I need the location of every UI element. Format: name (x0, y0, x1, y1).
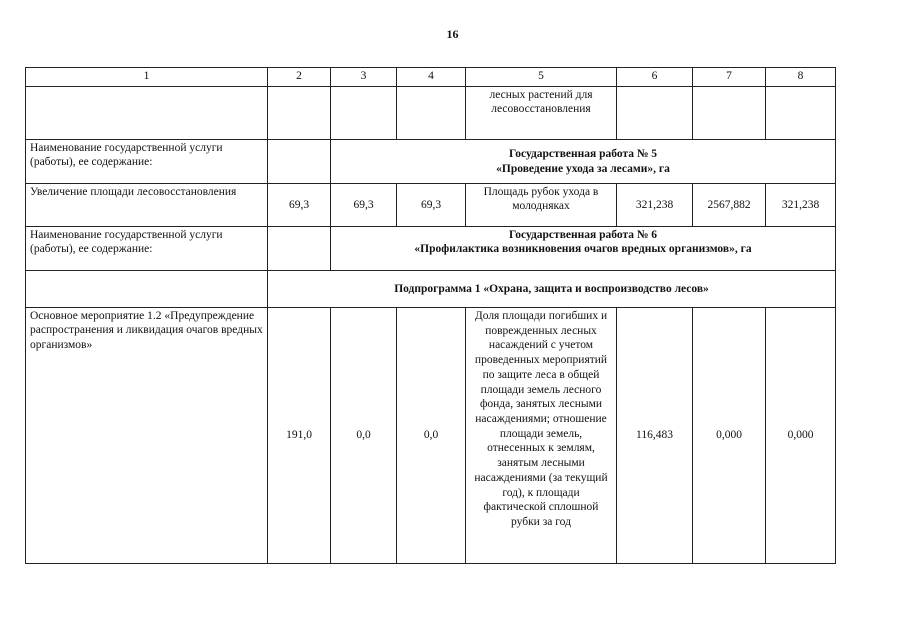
header-col-4: 4 (397, 68, 466, 87)
work-5-title-line1: Государственная работа № 5 (508, 148, 658, 161)
cell-empty (397, 87, 466, 140)
cell-empty (26, 271, 268, 308)
indicator-cell: Доля площади погибших и поврежденных лесных насаждений с учетом проведенных мероприятий по защите леса в общей площади земель лесного фонда, занятых лесными насаждениями; отношение площади земель, отнесенных к землям, занятым лесными насаждениями (за текущий год), к площади фактической сплошной рубки за год (466, 308, 617, 564)
increase-row (26, 184, 836, 227)
value-col-8: 0,000 (766, 308, 836, 564)
row-label: Основное мероприятие 1.2 «Предупреждение распространения и ликвидация очагов вредных организмов» (26, 308, 268, 564)
value-col-6: 116,483 (617, 308, 693, 564)
header-col-8: 8 (766, 68, 836, 87)
cell-empty (268, 140, 331, 184)
work-6-row (26, 227, 836, 271)
header-col-5: 5 (466, 68, 617, 87)
work-6-title (331, 227, 836, 271)
cell-empty (268, 87, 331, 140)
header-row (26, 68, 836, 87)
value-col-2: 191,0 (268, 308, 331, 564)
measure-row (26, 308, 836, 564)
header-col-2: 2 (268, 68, 331, 87)
work-6-title-line2: «Профилактика возникновения очагов вредных организмов», га (414, 243, 752, 256)
subprogram-row (26, 271, 836, 308)
page-number: 16 (446, 27, 459, 41)
value-col-7: 2567,882 (693, 184, 766, 227)
budget-table (25, 67, 836, 564)
value-col-7: 0,000 (693, 308, 766, 564)
row-label: Наименование государственной услуги (работы), ее содержание: (26, 227, 268, 271)
cell-empty (617, 87, 693, 140)
cell-empty (26, 87, 268, 140)
work-6-title-line1: Государственная работа № 6 (508, 229, 658, 241)
row-label: Увеличение площади лесовосстановления (26, 184, 268, 227)
value-col-2: 69,3 (268, 184, 331, 227)
continuation-row (26, 87, 836, 140)
work-5-title-line2: «Проведение ухода за лесами», га (496, 162, 670, 175)
row-label: Наименование государственной услуги (работы), ее содержание: (26, 140, 268, 184)
header-col-3: 3 (331, 68, 397, 87)
work-5-title (331, 140, 836, 184)
value-col-3: 0,0 (331, 308, 397, 564)
cell-empty (766, 87, 836, 140)
value-col-4: 0,0 (397, 308, 466, 564)
work-5-row (26, 140, 836, 184)
cell-empty (268, 227, 331, 271)
value-col-8: 321,238 (766, 184, 836, 227)
subprogram-title: Подпрограмма 1 «Охрана, защита и воспроизводство лесов» (268, 271, 836, 308)
value-col-4: 69,3 (397, 184, 466, 227)
indicator-cell: лесных растений для лесовосстановления (466, 87, 617, 140)
value-col-6: 321,238 (617, 184, 693, 227)
cell-empty (693, 87, 766, 140)
value-col-3: 69,3 (331, 184, 397, 227)
indicator-cell: Площадь рубок ухода в молодняках (466, 184, 617, 227)
header-col-1: 1 (26, 68, 268, 87)
header-col-6: 6 (617, 68, 693, 87)
cell-empty (331, 87, 397, 140)
header-col-7: 7 (693, 68, 766, 87)
